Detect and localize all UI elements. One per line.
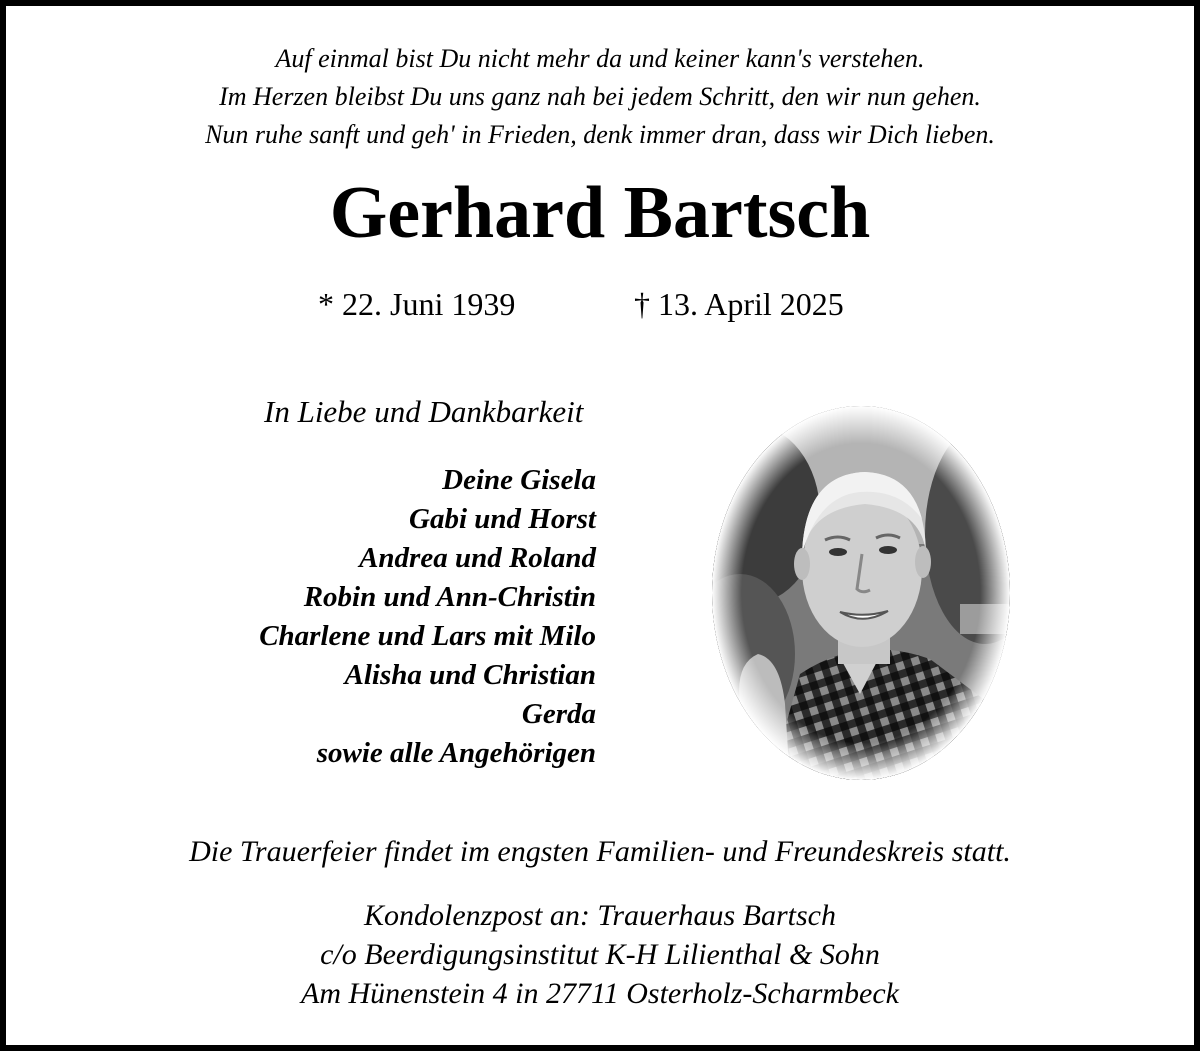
memorial-poem <box>6 40 1194 154</box>
poem-line: Nun ruhe sanft und geh' in Frieden, denk immer dran, dass wir Dich lieben. <box>205 120 995 149</box>
ceremony-note: Die Trauerfeier findet im engsten Familien- und Freundeskreis statt. <box>189 835 1011 868</box>
dedication-line: In Liebe und Dankbarkeit <box>264 394 584 429</box>
mourner-name: Alisha und Christian <box>344 659 596 691</box>
death-date: † 13. April 2025 <box>634 286 844 322</box>
mourner-name: Robin und Ann-Christin <box>303 581 596 613</box>
mourner-name: Gabi und Horst <box>409 503 596 535</box>
mourners-list <box>259 461 596 773</box>
poem-line: Auf einmal bist Du nicht mehr da und keiner kann's verstehen. <box>275 44 925 73</box>
mourner-name: Andrea und Roland <box>359 542 596 574</box>
portrait-photo <box>710 404 1012 782</box>
deceased-name: Gerhard Bartsch <box>329 172 871 254</box>
mourner-name: sowie alle Angehörigen <box>316 737 596 769</box>
birth-date: * 22. Juni 1939 <box>318 286 516 322</box>
address-line: c/o Beerdigungsinstitut K-H Lilienthal & Sohn <box>320 938 880 971</box>
mourner-name: Gerda <box>521 698 596 730</box>
mourner-name: Deine Gisela <box>442 464 596 496</box>
address-line: Am Hünenstein 4 in 27711 Osterholz-Scharmbeck <box>301 977 899 1010</box>
poem-line: Im Herzen bleibst Du uns ganz nah bei jedem Schritt, den wir nun gehen. <box>219 82 981 111</box>
condolence-address <box>6 896 1194 1013</box>
mourner-name: Charlene und Lars mit Milo <box>259 620 596 652</box>
address-line: Kondolenzpost an: Trauerhaus Bartsch <box>364 899 836 932</box>
